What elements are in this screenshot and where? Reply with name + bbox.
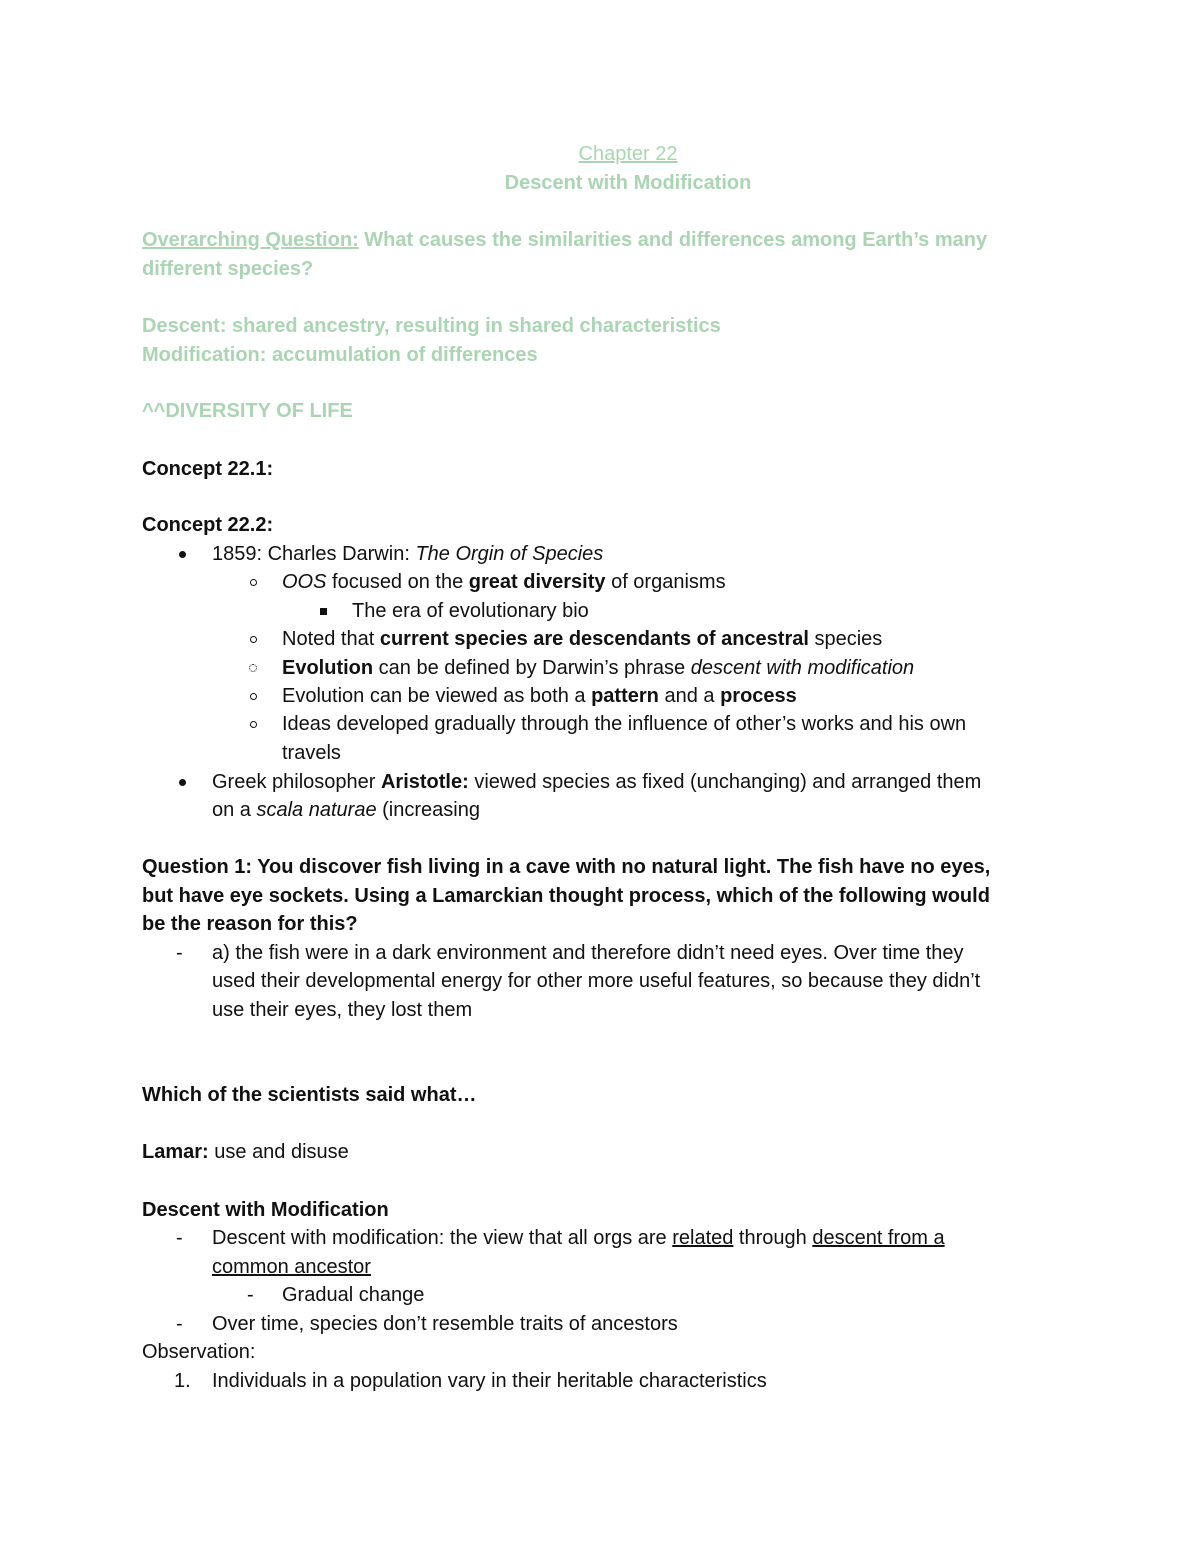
pattern-text: Evolution can be viewed as both a	[282, 685, 592, 707]
dwm-def-mid: through	[733, 1227, 813, 1249]
answer-a-cont: used their developmental energy for other more useful features, so because they didn’t	[212, 970, 981, 992]
bullet-circle-icon	[250, 693, 257, 700]
darwin-bullet	[212, 540, 603, 568]
aristotle-text: Greek philosopher	[212, 771, 381, 793]
gradual-change: Gradual change	[282, 1284, 425, 1306]
dash-marker: -	[176, 1227, 183, 1249]
dash-marker: -	[247, 1284, 254, 1306]
descent-underlined: descent from a	[812, 1227, 945, 1249]
diversity-heading: ^^DIVERSITY OF LIFE	[142, 400, 353, 422]
over-time-bullet: Over time, species don’t resemble traits of ancestors	[212, 1313, 678, 1335]
bullet-disc-icon	[179, 779, 186, 786]
book-title: The Orgin of Species	[415, 543, 604, 565]
question-1-cont: but have eye sockets. Using a Lamarckian thought process, which of the following would	[142, 885, 990, 907]
lamar-line	[142, 1138, 349, 1166]
related-underlined: related	[672, 1227, 734, 1249]
evolution-text: can be defined by Darwin’s phrase	[373, 657, 691, 679]
era-bullet: The era of evolutionary bio	[352, 600, 589, 622]
oos-bullet	[282, 568, 726, 596]
list-number: 1.	[174, 1370, 191, 1392]
ideas-bullet-cont: travels	[282, 742, 341, 764]
overarching-question	[142, 226, 987, 254]
concept-22-2-heading: Concept 22.2:	[142, 514, 274, 536]
aristotle-bullet-cont	[212, 796, 480, 824]
bullet-circle-icon	[249, 664, 257, 672]
lamar-label: Lamar:	[142, 1141, 209, 1163]
aristotle-text-end: viewed species as fixed (unchanging) and arranged them	[468, 771, 982, 793]
scala-naturae: scala naturae	[256, 799, 377, 821]
bullet-circle-icon	[250, 579, 257, 586]
dash-marker: -	[176, 1313, 183, 1335]
pattern-bold: pattern	[591, 685, 659, 707]
darwin-bullet-text: 1859: Charles Darwin:	[212, 543, 416, 565]
dash-marker: -	[176, 942, 183, 964]
page-title: Chapter 22	[578, 143, 678, 165]
process-bold: process	[720, 685, 797, 707]
answer-a-cont: use their eyes, they lost them	[212, 999, 473, 1021]
concept-22-1-heading: Concept 22.1:	[142, 458, 274, 480]
overarching-label: Overarching Question:	[142, 229, 359, 251]
descendants-bullet	[282, 625, 882, 653]
great-diversity: great diversity	[468, 571, 606, 593]
overarching-text-cont: different species?	[142, 258, 314, 280]
aristotle-bullet	[212, 768, 981, 796]
aristotle-bold: Aristotle:	[380, 771, 469, 793]
dwm-heading: Descent with Modification	[142, 1199, 389, 1221]
observation-1: Individuals in a population vary in their heritable characteristics	[212, 1370, 767, 1392]
pattern-process-bullet	[282, 682, 797, 710]
bullet-circle-icon	[250, 636, 257, 643]
bullet-disc-icon	[179, 551, 186, 558]
overarching-text: What causes the similarities and differences among Earth’s many	[358, 229, 988, 251]
descent-definition: Descent: shared ancestry, resulting in shared characteristics	[142, 315, 721, 337]
observation-label: Observation:	[142, 1341, 256, 1363]
common-ancestor-underlined: common ancestor	[212, 1256, 371, 1278]
answer-a: a) the fish were in a dark environment and therefore didn’t need eyes. Over time they	[212, 942, 964, 964]
descendants-bold: current species are descendants of ancestral	[379, 628, 809, 650]
modification-definition: Modification: accumulation of differences	[142, 344, 538, 366]
dwm-def-text: Descent with modification: the view that all orgs are	[212, 1227, 673, 1249]
descendants-text: Noted that	[282, 628, 380, 650]
scala-pre: on a	[212, 799, 257, 821]
question-1-cont: be the reason for this?	[142, 913, 358, 935]
pattern-mid: and a	[658, 685, 721, 707]
evolution-bold: Evolution	[282, 657, 374, 679]
oos-text-end: of organisms	[605, 571, 726, 593]
page-subtitle: Descent with Modification	[504, 172, 752, 194]
descendants-text-end: species	[808, 628, 883, 650]
scala-post: (increasing	[376, 799, 480, 821]
oos-text: focused on the	[326, 571, 469, 593]
question-1: Question 1: You discover fish living in a cave with no natural light. The fish have no eyes,	[142, 856, 991, 878]
dwm-definition	[212, 1224, 945, 1252]
ideas-bullet: Ideas developed gradually through the influence of other’s works and his own	[282, 713, 967, 735]
bullet-circle-icon	[250, 721, 257, 728]
lamar-text: use and disuse	[208, 1141, 349, 1163]
scientists-heading: Which of the scientists said what…	[142, 1084, 477, 1106]
bullet-square-icon	[320, 608, 327, 615]
oos-abbrev: OOS	[282, 571, 327, 593]
evolution-definition-bullet	[282, 654, 914, 682]
darwin-phrase: descent with modification	[690, 657, 915, 679]
